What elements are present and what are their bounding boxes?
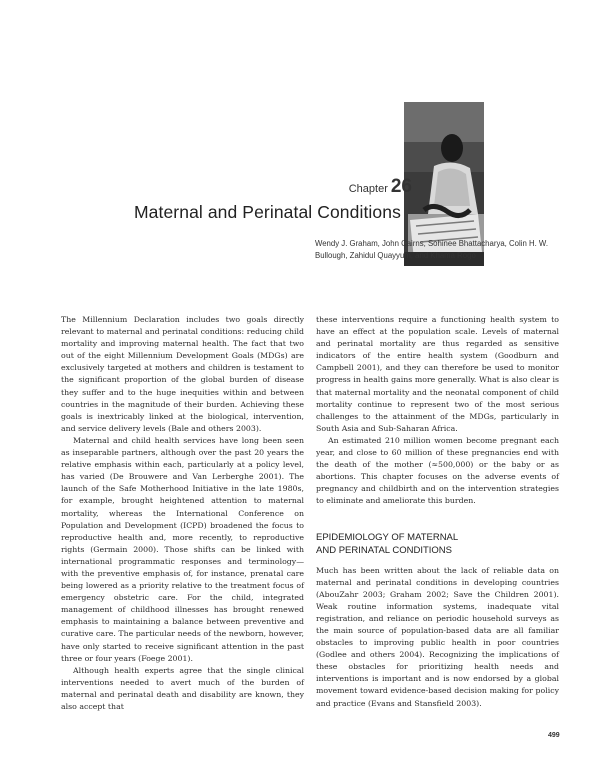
chapter-title: Maternal and Perinatal Conditions: [134, 202, 401, 222]
chapter-label: [349, 176, 412, 198]
right-column: [316, 314, 559, 710]
left-column: [61, 314, 304, 713]
section-heading-line-1: EPIDEMIOLOGY OF MATERNAL: [316, 531, 459, 543]
paragraph: An estimated 210 million women become pregnant each year, and close to 60 million of these pregnancies end with the death of the mother (≈500,000) or the baby or as abortions. This chapter focuses on the adverse events of pregnancy and childbirth and on the intervention strategies to eliminate and ameliorate this burden.: [316, 435, 559, 506]
paragraph: Although health experts agree that the single clinical interventions needed to avert much of the burden of maternal and perinatal death and disability are known, they also accept that: [61, 665, 304, 711]
section-heading: [316, 531, 559, 557]
page-number: 499: [548, 732, 560, 739]
paragraph: these interventions require a functioning health system to have an effect at the population scale. Levels of maternal and perinatal mortality are thus regarded as sensitive indicators of the entire health system (Goodburn and Campbell 2001), and they can therefore be used to monitor progress in health gains more generally. What is also clear is that maternal mortality and the neonatal component of child mortality continue to represent two of the most serious challenges to the attainment of the MDGs, particularly in South Asia and Sub-Saharan Africa.: [316, 315, 559, 433]
author-list: [315, 238, 565, 262]
paragraph: Much has been written about the lack of reliable data on maternal and perinatal conditions in developing countries (AbouZahr 2003; Graham 2002; Save the Children 2001). Weak routine information systems, inadequate vital registration, and reliance on periodic household surveys as the main source of population-based data are all familiar obstacles to improving public health in poor countries (Godlee and others 2004). Recognizing the implications of these obstacles for prioritizing health needs and interventions is important and is now endorsed by a global movement toward evidence-based decision making for policy and practice (Evans and Stansfield 2003).: [316, 565, 559, 708]
paragraph: The Millennium Declaration includes two goals directly relevant to maternal and perinatal conditions: reducing child mortality and improving maternal health. The fact that two out of the eight Millennium Development Goals (MDGs) are exclusively targeted at mothers and children is testament to the significant proportion of the global burden of disease they suffer and to the huge inequities within and between countries in the magnitude of their burden. Achieving these goals is inextricably linked at the biological, intervention, and service delivery levels (Bale and others 2003).: [61, 315, 304, 433]
chapter-word: Chapter: [348, 183, 388, 195]
chapter-number: 26: [390, 176, 412, 197]
authors-line-1: Wendy J. Graham, John Cairns, Sohinee Bhattacharya, Colin H. W.: [315, 239, 549, 248]
paragraph: Maternal and child health services have long been seen as inseparable partners, although over the past 20 years the relative emphasis within each, particularly at a policy level, has varied (De Brouwere and Van Lerberghe 2001). The launch of the Safe Motherhood Initiative in the late 1980s, for example, brought heightened attention to maternal mortality, whereas the International Conference on Population and Development (ICPD) broadened the focus to reproductive health and, more recently, to reproductive rights (Germain 2000). Those shifts can be linked with international programmatic responses and terminology—with the preventive emphasis of, for instance, prenatal care being lowered as a priority relative to the treatment focus of emergency obstetric care. For the child, integrated management of childhood illnesses has brought renewed emphasis to maintaining a balance between preventive and curative care. The particular needs of the newborn, however, have only started to receive significant attention in the past three or four years (Foege 2001).: [61, 435, 304, 663]
authors-line-2: Bullough, Zahidul Quayyum, and Khama Rogo: [315, 251, 476, 260]
section-heading-line-2: AND PERINATAL CONDITIONS: [316, 544, 453, 556]
